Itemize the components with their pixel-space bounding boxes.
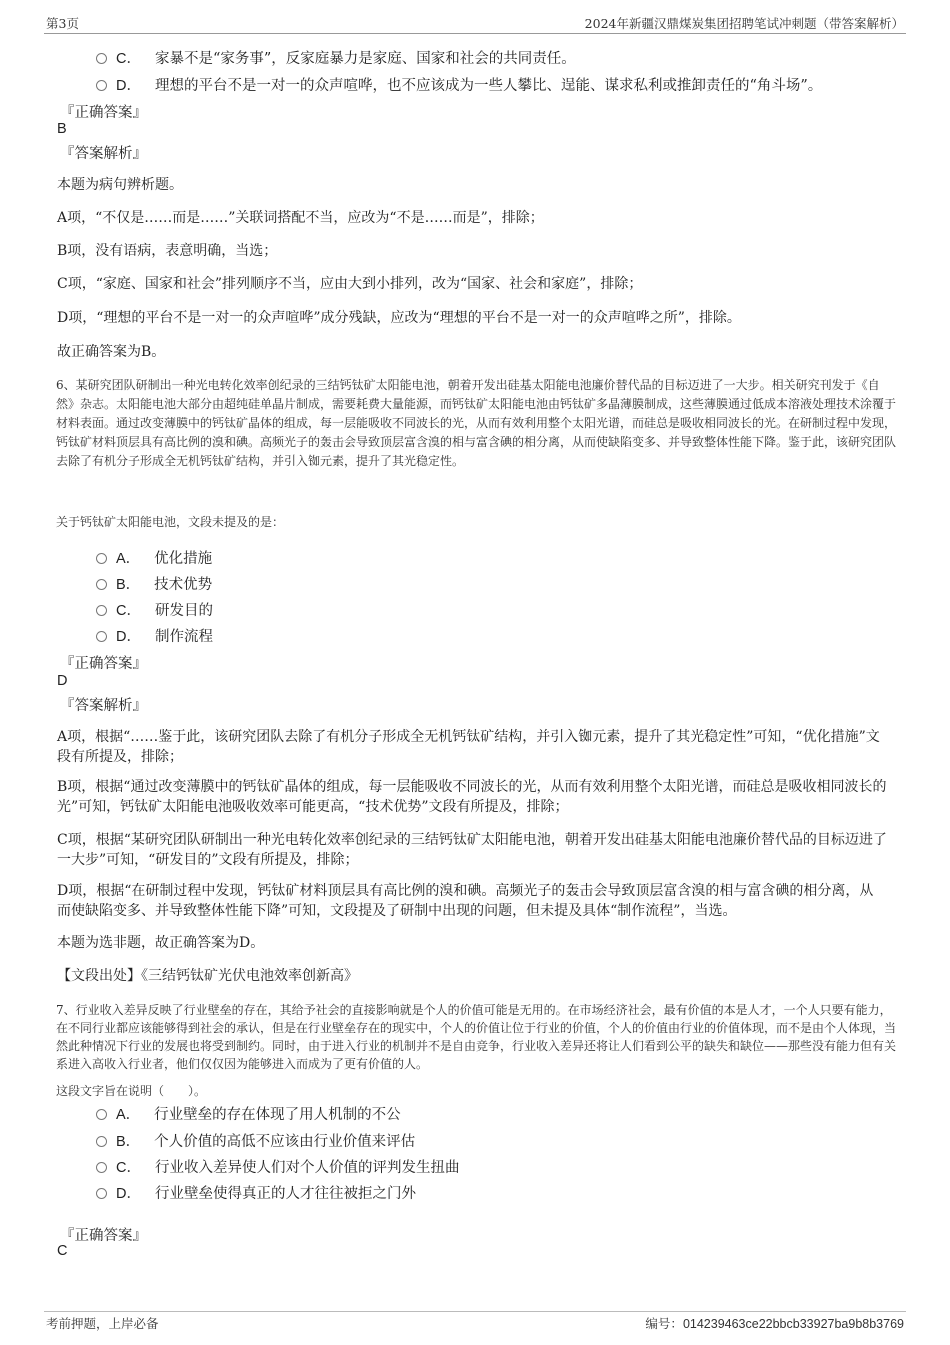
question-7-stem: 这段文字旨在说明（ ）。 [56, 1084, 207, 1098]
question-6-passage: 6、某研究团队研制出一种光电转化效率创纪录的三结钙钛矿太阳能电池，朝着开发出硅基太阳能电池廉价替代品的目标迈进了一大步。相关研究刊发于《自然》杂志。太阳能电池大部分由超纯硅单晶片制成，需要耗费大量能源，而钙钛矿太阳能电池由钙钛矿多晶薄膜制成，这些薄膜通过低成本溶液处理技术涂覆于材料表面。通过改变薄膜中的钙钛矿晶体的组成，每一层能吸收不同波长的光，从而有效利用整个太阳光谱，而硅总是吸收相同波长的光。在研制过程中发现，钙钛矿材料顶层具有高比例的溴和碘。高频光子的轰击会导致顶层富含溴的相与富含碘的相分离，从而使缺陷变多、并导致整体性能下降。鉴于此，该研究团队去除了有机分子形成全无机钙钛矿结构，并引入铷元素，提升了其光稳定性。 [56, 378, 897, 468]
option-letter: B． [116, 577, 141, 593]
option-c[interactable] [96, 47, 576, 68]
source-citation: 【文段出处】《三结钙钛矿光伏电池效率创新高》 [57, 968, 358, 984]
analysis-label: 『答案解析』 [60, 698, 147, 714]
radio-icon[interactable] [96, 605, 107, 616]
radio-icon[interactable] [96, 553, 107, 564]
option-text: 行业壁垒的存在体现了用人机制的不公 [154, 1107, 401, 1123]
analysis-line: D项，根据“在研制过程中发现，钙钛矿材料顶层具有高比例的溴和碘。高频光子的轰击会导致顶层富含溴的相与富含碘的相分离，从而使缺陷变多、并导致整体性能下降”可知，文段提及了研制中出现的问题，但未提及具体“制作流程”，当选。 [57, 883, 874, 919]
option-text: 行业收入差异使人们对个人价值的评判发生扭曲 [154, 1160, 460, 1176]
radio-icon[interactable] [96, 1136, 107, 1147]
radio-icon[interactable] [96, 631, 107, 642]
analysis-line: B项，没有语病，表意明确，当选； [57, 243, 278, 259]
page-number: 第3页 [46, 16, 79, 31]
option-d[interactable] [96, 625, 213, 646]
header-divider [44, 33, 906, 34]
analysis-line: A项，“不仅是……而是……”关联词搭配不当，应改为“不是……而是”，排除； [57, 210, 544, 226]
document-title: 2024年新疆汉鼎煤炭集团招聘笔试冲刺题（带答案解析） [584, 16, 904, 31]
option-letter: D． [116, 1186, 141, 1202]
option-letter: C． [116, 1160, 141, 1176]
footer-divider [44, 1311, 906, 1312]
option-letter: A． [116, 551, 141, 567]
option-letter: C． [116, 51, 141, 67]
question-7-passage: 7、行业收入差异反映了行业壁垒的存在，其给予社会的直接影响就是个人的价值可能是无用的。在市场经济社会，最有价值的本是人才，一个人只要有能力，在不同行业都应该能够得到社会的承认，但是在行业壁垒存在的现实中，个人的价值让位于行业的价值，个人的价值由行业的价值体现，而不是由个人体现，当然此种情况下行业的发展也将受到制约。同时，由于进入行业的机制并不是自由竞争，行业收入差异还将让人们看到公平的缺失和缺位——那些没有能力但有关系进入高收入行业者，他们仅仅因为能够进入而成为了更有价值的人。 [56, 1003, 897, 1071]
analysis-line: 本题为选非题，故正确答案为D。 [57, 935, 265, 951]
document-code [645, 1314, 904, 1332]
radio-icon[interactable] [96, 1109, 107, 1120]
option-letter: D． [116, 629, 141, 645]
option-b[interactable] [96, 1130, 415, 1151]
radio-icon[interactable] [96, 1188, 107, 1199]
answer-label: 『正确答案』 [60, 1228, 147, 1244]
option-text: 研发目的 [154, 603, 213, 619]
option-d[interactable] [96, 74, 822, 95]
code-label: 编号： [645, 1316, 683, 1331]
analysis-line: A项，根据“……鉴于此，该研究团队去除了有机分子形成全无机钙钛矿结构，并引入铷元素，提升了其光稳定性”可知，“优化措施”文段有所提及，排除； [57, 729, 880, 765]
option-a[interactable] [96, 547, 212, 568]
radio-icon[interactable] [96, 80, 107, 91]
answer-value: B [57, 121, 67, 137]
analysis-line: 故正确答案为B。 [57, 344, 166, 360]
analysis-line: C项，“家庭、国家和社会”排列顺序不当，应由大到小排列，改为“国家、社会和家庭”，排除； [57, 276, 643, 292]
answer-value: C [57, 1243, 68, 1259]
analysis-line: 本题为病句辨析题。 [57, 177, 183, 193]
option-d[interactable] [96, 1182, 416, 1203]
footer-slogan: 考前押题，上岸必备 [46, 1316, 159, 1331]
answer-value: D [57, 673, 68, 689]
radio-icon[interactable] [96, 53, 107, 64]
option-text: 家暴不是“家务事”，反家庭暴力是家庭、国家和社会的共同责任。 [154, 51, 576, 67]
radio-icon[interactable] [96, 1162, 107, 1173]
option-letter: C． [116, 603, 141, 619]
analysis-label: 『答案解析』 [60, 146, 147, 162]
option-letter: B． [116, 1134, 141, 1150]
radio-icon[interactable] [96, 579, 107, 590]
option-b[interactable] [96, 573, 212, 594]
option-letter: D． [116, 78, 141, 94]
option-text: 技术优势 [154, 577, 213, 593]
option-letter: A． [116, 1107, 141, 1123]
option-text: 行业壁垒使得真正的人才往往被拒之门外 [154, 1186, 416, 1202]
option-text: 优化措施 [154, 551, 213, 567]
option-text: 个人价值的高低不应该由行业价值来评估 [154, 1134, 416, 1150]
answer-label: 『正确答案』 [60, 105, 147, 121]
option-text: 制作流程 [154, 629, 213, 645]
option-c[interactable] [96, 1156, 459, 1177]
code-value: 014239463ce22bbcb33927ba9b8b3769 [682, 1317, 904, 1331]
analysis-line: C项，根据“某研究团队研制出一种光电转化效率创纪录的三结钙钛矿太阳能电池，朝着开发出硅基太阳能电池廉价替代品的目标迈进了一大步”可知，“研发目的”文段有所提及，排除； [57, 832, 887, 868]
option-a[interactable] [96, 1103, 401, 1124]
analysis-line: B项，根据“通过改变薄膜中的钙钛矿晶体的组成，每一层能吸收不同波长的光，从而有效利用整个太阳光谱，而硅总是吸收相同波长的光”可知，钙钛矿太阳能电池吸收效率可能更高，“技术优势”文段有所提及，排除； [57, 779, 887, 815]
analysis-line: D项，“理想的平台不是一对一的众声喧哗”成分残缺，应改为“理想的平台不是一对一的众声喧哗之所”，排除。 [57, 310, 741, 326]
answer-label: 『正确答案』 [60, 656, 147, 672]
option-text: 理想的平台不是一对一的众声喧哗，也不应该成为一些人攀比、逞能、谋求私利或推卸责任的“角斗场”。 [154, 78, 823, 94]
option-c[interactable] [96, 599, 213, 620]
question-6-stem: 关于钙钛矿太阳能电池，文段未提及的是： [56, 515, 285, 529]
